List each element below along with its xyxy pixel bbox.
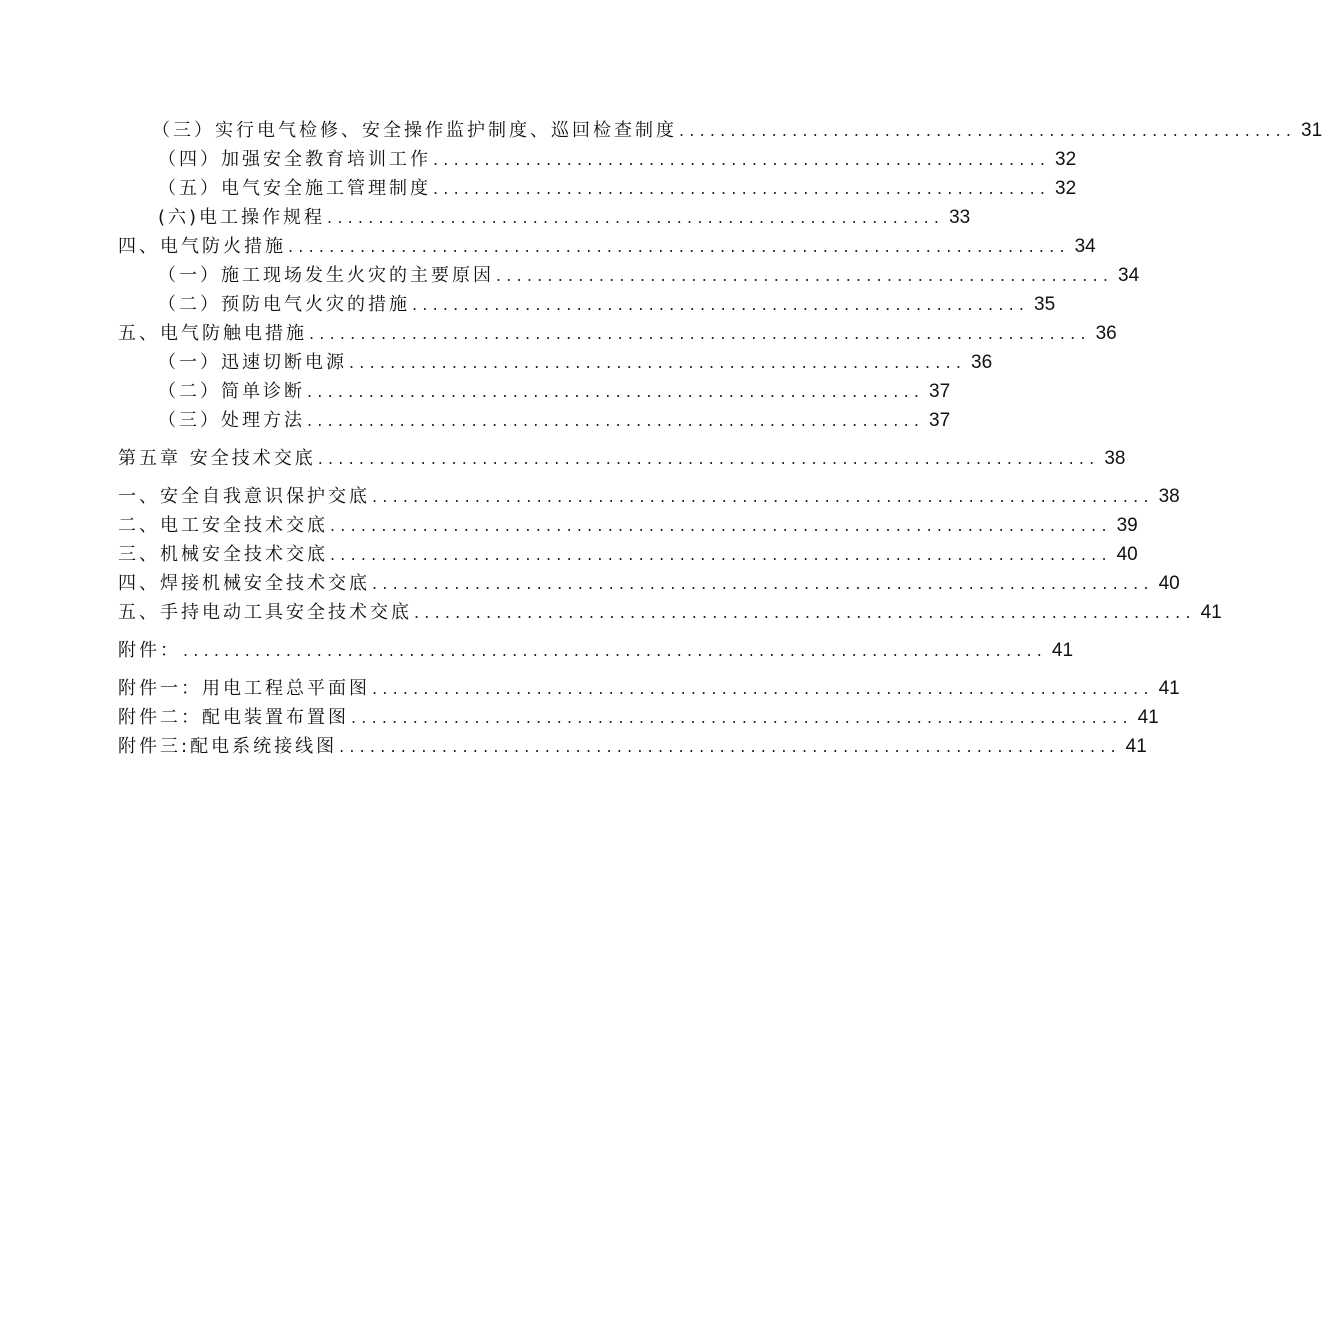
toc-entry-page: 31 [1301,120,1322,141]
toc-entry[interactable] [118,511,1138,540]
toc-entry-page: 41 [1051,640,1074,661]
toc-entry-page: 37 [929,410,951,431]
toc-entry-title: 附件二：配电装置布置图 [118,707,349,728]
toc-leader-dots: ............................................................ [327,208,945,227]
toc-entry-page: 40 [1116,544,1138,565]
toc-entry-title: （四）加强安全教育培训工作 [158,149,431,170]
toc-leader-dots: ............................................................................ [372,487,1154,506]
toc-entry-title: 四、电气防火措施 [118,236,286,257]
toc-chapter-entry[interactable] [118,444,1126,473]
toc-entry-title: 附件： [118,640,181,661]
toc-entry[interactable] [118,116,1322,145]
toc-entry-title: 附件一：用电工程总平面图 [118,678,370,699]
toc-entry-title: （三）处理方法 [158,410,305,431]
toc-entry[interactable] [118,540,1138,569]
toc-leader-dots: ............................................................ [307,411,925,430]
toc-entry-title: （五）电气安全施工管理制度 [158,178,431,199]
toc-leader-dots: ............................................................................ [317,449,1100,468]
toc-entry-title: （二）预防电气火灾的措施 [158,294,410,315]
toc-leader-dots: ............................................................................ [414,603,1196,622]
toc-leader-dots: ............................................................................ [309,324,1091,343]
toc-entry-title: （三）实行电气检修、安全操作监护制度、巡回检查制度 [152,120,677,141]
toc-entry-page: 35 [1034,294,1056,315]
toc-entry[interactable] [118,569,1180,598]
toc-entry[interactable] [118,319,1117,348]
toc-entry-page: 36 [1095,323,1117,344]
toc-leader-dots: ............................................................ [433,150,1051,169]
toc-entry-title: 第五章 安全技术交底 [118,448,316,469]
toc-entry-title: （二）简单诊断 [158,381,305,402]
toc-entry-title: 三、机械安全技术交底 [118,544,328,565]
toc-entry-title: 二、电工安全技术交底 [118,515,328,536]
toc-entry-page: 36 [971,352,993,373]
toc-leader-dots: ............................................................................ [330,545,1112,564]
toc-leader-dots: ............................................................................ [339,737,1121,756]
toc-entry-page: 37 [929,381,951,402]
toc-entry-title: 五、电气防触电措施 [118,323,307,344]
toc-entry-page: 39 [1116,515,1138,536]
toc-entry[interactable] [118,232,1096,261]
toc-entry-page: 41 [1125,736,1147,757]
toc-entry[interactable] [118,732,1147,761]
toc-leader-dots: ............................................................................ [288,237,1070,256]
toc-leader-dots: ............................................................ [496,266,1114,285]
toc-entry-title: 一、安全自我意识保护交底 [118,486,370,507]
toc-entry-title: (六)电工操作规程 [158,207,326,228]
toc-entry-page: 33 [949,207,971,228]
toc-leader-dots: ............................................................ [349,353,967,372]
toc-leader-dots: ............................................................ [679,121,1297,140]
toc-leader-dots: .................................................................................... [183,641,1048,660]
toc-chapter-entry[interactable] [118,636,1074,665]
toc-entry[interactable] [118,598,1222,627]
toc-entry[interactable] [118,348,993,377]
toc-entry-page: 34 [1118,265,1140,286]
toc-entry-page: 32 [1055,149,1077,170]
toc-entry[interactable] [118,261,1140,290]
toc-entry-page: 40 [1158,573,1180,594]
toc-entry[interactable] [118,703,1159,732]
toc-leader-dots: ............................................................................ [351,708,1133,727]
toc-entry-page: 38 [1158,486,1180,507]
toc-leader-dots: ............................................................ [307,382,925,401]
table-of-contents [118,116,1322,761]
toc-entry[interactable] [118,203,971,232]
toc-entry-title: （一）施工现场发生火灾的主要原因 [158,265,494,286]
toc-leader-dots: ............................................................ [433,179,1051,198]
toc-entry-title: 五、手持电动工具安全技术交底 [118,602,412,623]
toc-entry[interactable] [118,145,1077,174]
toc-leader-dots: ............................................................ [412,295,1030,314]
toc-entry[interactable] [118,174,1077,203]
toc-entry[interactable] [118,406,951,435]
toc-entry[interactable] [118,377,951,406]
toc-entry-title: 附件三:配电系统接线图 [118,736,338,757]
toc-entry-page: 38 [1104,448,1126,469]
toc-leader-dots: ............................................................................ [372,679,1154,698]
toc-entry-page: 41 [1137,707,1159,728]
toc-entry[interactable] [118,482,1180,511]
toc-entry-title: （一）迅速切断电源 [158,352,347,373]
toc-entry-page: 41 [1200,602,1222,623]
toc-entry-page: 34 [1074,236,1096,257]
toc-leader-dots: ............................................................................ [330,516,1112,535]
toc-entry-title: 四、焊接机械安全技术交底 [118,573,370,594]
toc-entry[interactable] [118,290,1056,319]
toc-entry[interactable] [118,674,1180,703]
toc-leader-dots: ............................................................................ [372,574,1154,593]
toc-entry-page: 32 [1055,178,1077,199]
toc-entry-page: 41 [1158,678,1180,699]
